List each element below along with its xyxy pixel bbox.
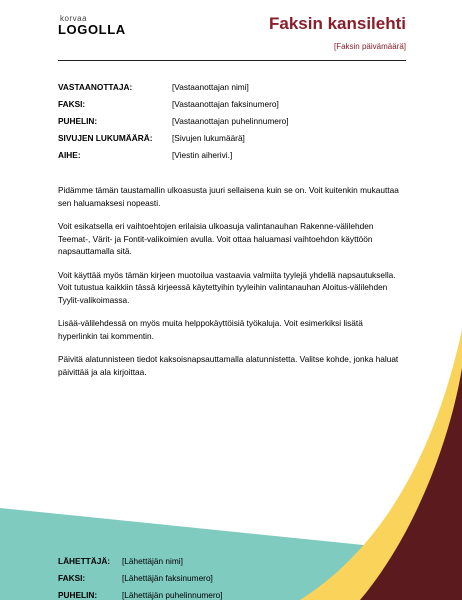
page-title: Faksin kansilehti	[269, 14, 406, 33]
recipient-row-pages	[58, 133, 289, 150]
logo-main-text: LOGOLLA	[58, 22, 126, 37]
sender-fax-value[interactable]: [Lähettäjän faksinumero]	[122, 573, 213, 583]
sender-row-name	[58, 556, 223, 573]
body-paragraph[interactable]: Päivitä alatunnisteen tiedot kaksoisnapsauttamalla alatunnistetta. Valitse kohde, jonka haluat päivittää ja ala kirjoittaa.	[58, 354, 399, 377]
body-paragraph[interactable]: Lisää-välilehdessä on myös muita helppokäyttöisiä työkaluja. Voit esimerkiksi lisätä hyperlinkin tai kommentin.	[58, 318, 363, 341]
recipient-fax-value[interactable]: [Vastaanottajan faksinumero]	[172, 99, 279, 109]
sender-details	[58, 556, 223, 607]
recipient-name-label: VASTAANOTTAJA:	[58, 82, 133, 92]
recipient-details	[58, 82, 289, 167]
sender-fax-label: FAKSI:	[58, 573, 86, 583]
sender-row-phone	[58, 590, 223, 607]
subject-value[interactable]: [Viestin aiherivi.]	[172, 150, 233, 160]
sender-phone-value[interactable]: [Lähettäjän puhelinnumero]	[122, 590, 223, 600]
sender-name-label: LÄHETTÄJÄ:	[58, 556, 111, 566]
recipient-phone-value[interactable]: [Vastaanottajan puhelinnumero]	[172, 116, 289, 126]
message-body	[58, 184, 404, 389]
recipient-row-fax	[58, 99, 289, 116]
body-paragraph[interactable]: Voit käyttää myös tämän kirjeen muotoilua vastaavia valmiita tyylejä yhdellä napsautuksella. Voit tutustua kaikkiin tässä kirjeessä käytettyihin tyyleihin valintanauhan Aloitus-välilehden Tyylit-valikoimassa.	[58, 269, 396, 305]
sender-name-value[interactable]: [Lähettäjän nimi]	[122, 556, 183, 566]
recipient-row-name	[58, 82, 289, 99]
recipient-name-value[interactable]: [Vastaanottajan nimi]	[172, 82, 249, 92]
body-paragraph[interactable]: Voit esikatsella eri vaihtoehtojen erilaisia ulkoasuja valintanauhan Rakenne-välilehden Teemat-, Värit- ja Fontit-valikoimien avulla. Voit ottaa haluamasi vaihtoehdon käyttöön napsauttamalla sitä.	[58, 221, 374, 256]
fax-date-placeholder[interactable]: [Faksin päivämäärä]	[333, 42, 406, 51]
logo	[58, 14, 126, 37]
header-divider	[58, 60, 406, 61]
recipient-fax-label: FAKSI:	[58, 99, 86, 109]
body-paragraph[interactable]: Pidämme tämän taustamallin ulkoasusta juuri sellaisena kuin se on. Voit kuitenkin mukauttaa sen haluamaksesi nopeasti.	[58, 185, 399, 208]
page-count-label: SIVUJEN LUKUMÄÄRÄ:	[58, 133, 153, 143]
recipient-row-phone	[58, 116, 289, 133]
sender-phone-label: PUHELIN:	[58, 590, 98, 600]
page-count-value[interactable]: [Sivujen lukumäärä]	[172, 133, 245, 143]
recipient-phone-label: PUHELIN:	[58, 116, 98, 126]
recipient-row-subject	[58, 150, 289, 167]
subject-label: AIHE:	[58, 150, 81, 160]
sender-row-fax	[58, 573, 223, 590]
logo-small-text: korvaa	[60, 14, 88, 23]
